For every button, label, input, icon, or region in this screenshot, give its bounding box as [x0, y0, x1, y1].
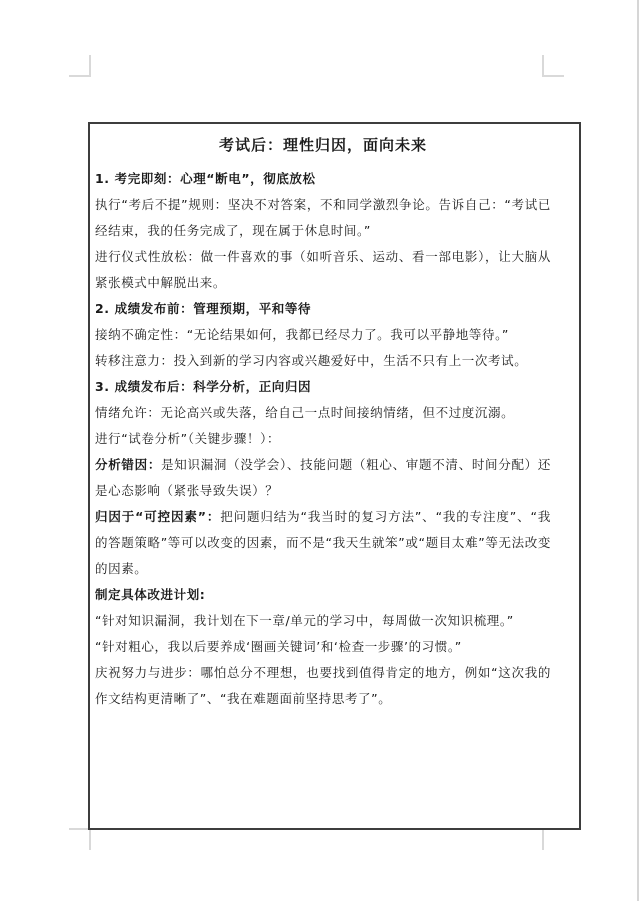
- section-heading: 1. 考完即刻：心理“断电”，彻底放松: [95, 171, 316, 186]
- margin-crop-mark-top-left: [69, 55, 91, 77]
- paragraph-bold-lead: 归因于“可控因素”：: [95, 509, 221, 524]
- margin-crop-mark-bottom-right: [542, 828, 564, 850]
- paragraph: 分析错因：是知识漏洞（没学会）、技能问题（粗心、审题不清、时间分配）还是心态影响（紧张导致失误）？: [95, 457, 551, 498]
- paragraph: 执行“考后不提”规则：坚决不对答案，不和同学激烈争论。告诉自己：“考试已经结束，我的任务完成了，现在属于休息时间。”: [95, 197, 551, 238]
- paragraph: 庆祝努力与进步：哪怕总分不理想，也要找到值得肯定的地方，例如“这次我的作文结构更清晰了”、“我在难题面前坚持思考了”。: [95, 665, 551, 706]
- paragraph-bold-lead: 分析错因：: [95, 457, 162, 472]
- margin-crop-mark-top-right: [542, 55, 564, 77]
- section-heading: 制定具体改进计划:: [95, 587, 206, 602]
- paragraph: 归因于“可控因素”：把问题归结为“我当时的复习方法”、“我的专注度”、“我的答题策略”等可以改变的因素，而不是“我天生就笨”或“题目太难”等无法改变的因素。: [95, 509, 551, 576]
- paragraph: 进行仪式性放松：做一件喜欢的事（如听音乐、运动、看一部电影），让大脑从紧张模式中解脱出来。: [95, 249, 551, 290]
- paragraph: “针对粗心，我以后要养成‘圈画关键词’和‘检查一步骤’的习惯。”: [95, 639, 462, 654]
- paragraph: 情绪允许：无论高兴或失落，给自己一点时间接纳情绪，但不过度沉溺。: [95, 405, 515, 420]
- content-table-cell: [88, 122, 581, 830]
- paragraph: 转移注意力：投入到新的学习内容或兴趣爱好中，生活不只有上一次考试。: [95, 353, 528, 368]
- window-edge-line: [637, 0, 639, 901]
- section-heading: 2. 成绩发布前：管理预期，平和等待: [95, 301, 312, 316]
- document-title: 考试后：理性归因，面向未来: [218, 136, 427, 154]
- body-text-blocks: [95, 166, 551, 712]
- paragraph: “针对知识漏洞，我计划在下一章/单元的学习中，每周做一次知识梳理。”: [95, 613, 514, 628]
- section-heading: 3. 成绩发布后：科学分析，正向归因: [95, 379, 312, 394]
- paragraph: 进行“试卷分析”（关键步骤！）：: [95, 431, 281, 446]
- paragraph: 接纳不确定性：“无论结果如何，我都已经尽力了。我可以平静地等待。”: [95, 327, 510, 342]
- margin-crop-mark-bottom-left: [69, 828, 91, 850]
